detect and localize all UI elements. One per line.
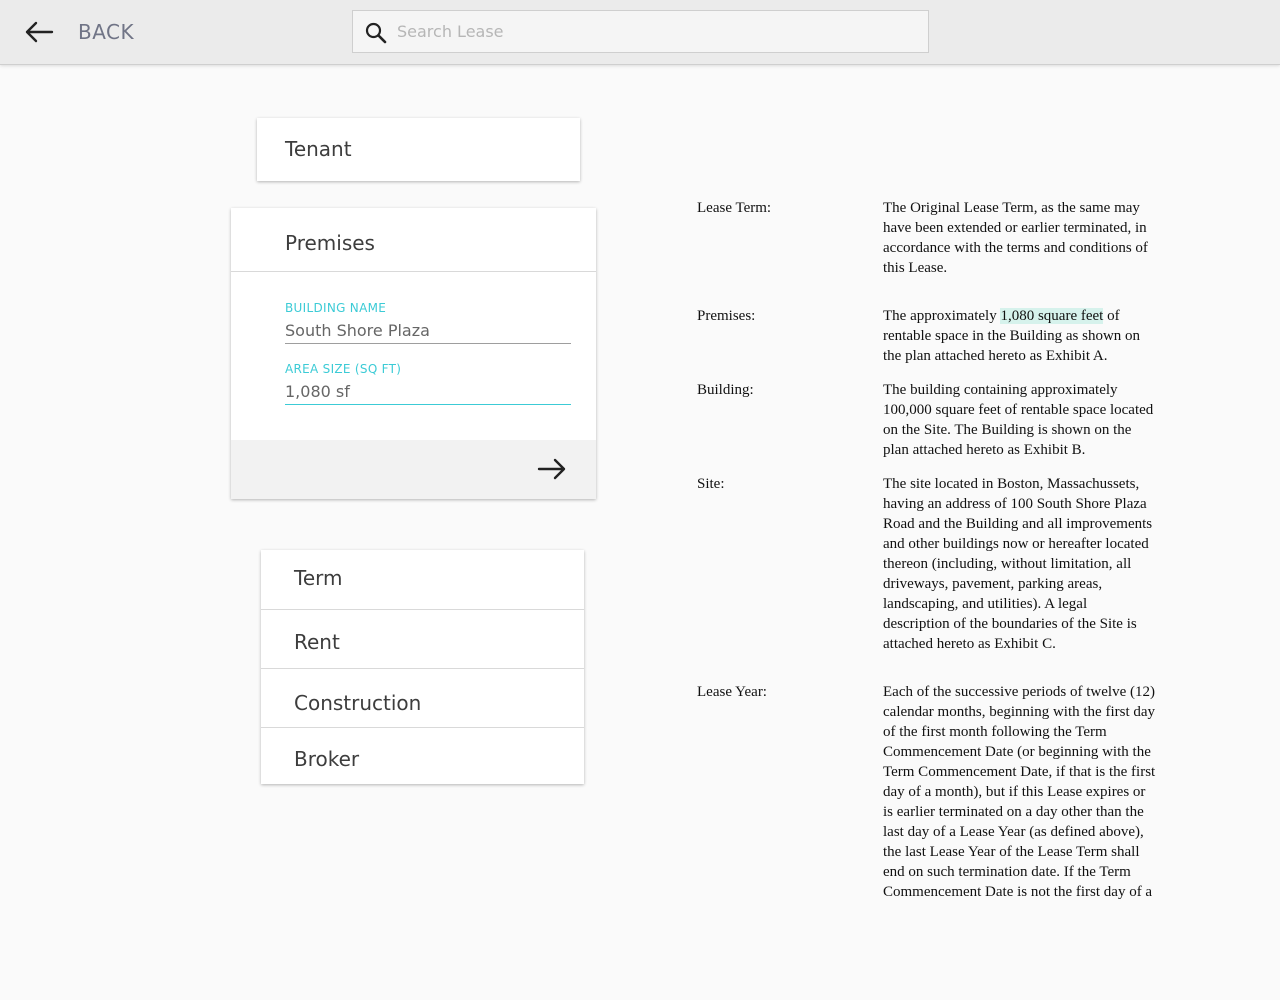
premises-text — [883, 306, 1183, 366]
text-line: the last Lease Year of the Lease Term shall — [883, 844, 1140, 860]
text-line: Term Commencement Date, if that is the first — [883, 764, 1156, 780]
area-size-input[interactable]: 1,080 sf — [285, 382, 571, 405]
text-line: The Original Lease Term, as the same may — [883, 200, 1140, 216]
back-button[interactable] — [24, 16, 134, 48]
text-line: Commencement Date (or beginning with the — [883, 744, 1151, 760]
text-fragment: The approximately — [883, 308, 1001, 324]
text-line: and other buildings now or hereafter located — [883, 536, 1149, 552]
text-line: thereon (including, without limitation, all — [883, 556, 1132, 572]
text-line: Road and the Building and all improvements — [883, 516, 1153, 532]
section-item-label: Term — [294, 566, 343, 590]
section-item-label: Construction — [294, 691, 422, 715]
text-line: accordance with the terms and conditions of — [883, 240, 1148, 256]
premises-section-title: Premises — [285, 231, 375, 255]
building-name-label: BUILDING NAME — [285, 301, 387, 315]
building-name-field[interactable] — [285, 301, 571, 344]
text-line: plan attached hereto as Exhibit B. — [883, 442, 1086, 458]
text-line: 100,000 square feet of rentable space located — [883, 402, 1154, 418]
text-line — [883, 306, 1183, 326]
text-line: calendar months, beginning with the first day — [883, 704, 1156, 720]
search-icon — [365, 22, 387, 44]
text-line: The building containing approximately — [883, 382, 1118, 398]
text-line: The site located in Boston, Massachussets, — [883, 476, 1140, 492]
text-line: having an address of 100 South Shore Plaza — [883, 496, 1147, 512]
back-label: BACK — [78, 20, 135, 44]
lease-term-label: Lease Term: — [697, 200, 772, 216]
area-size-field[interactable] — [285, 362, 571, 405]
text-line: driveways, pavement, parking areas, — [883, 576, 1103, 592]
area-size-label: AREA SIZE (SQ FT) — [285, 362, 402, 376]
text-line: of the first month following the Term — [883, 724, 1107, 740]
premises-card-footer — [231, 440, 596, 499]
section-item-construction[interactable] — [261, 669, 584, 728]
text-line: Commencement Date is not the first day of a — [883, 884, 1153, 900]
section-item-label: Rent — [294, 630, 340, 654]
arrow-right-icon[interactable] — [537, 457, 567, 481]
site-text — [883, 474, 1183, 654]
section-item-rent[interactable] — [261, 610, 584, 669]
lease-year-label: Lease Year: — [697, 684, 767, 700]
building-name-input[interactable]: South Shore Plaza — [285, 321, 571, 344]
text-line: Each of the successive periods of twelve (12) — [883, 684, 1155, 700]
section-item-label: Broker — [294, 747, 360, 771]
top-bar — [0, 0, 1280, 65]
section-list-card — [261, 550, 584, 784]
premises-section-card — [231, 208, 596, 499]
lease-term-text — [883, 198, 1183, 278]
premises-section-header[interactable] — [231, 208, 596, 272]
tenant-section-title: Tenant — [285, 137, 352, 161]
building-label: Building: — [697, 382, 754, 398]
section-item-broker[interactable] — [261, 728, 584, 784]
lease-year-text — [883, 682, 1183, 902]
text-line: landscaping, and utilities). A legal — [883, 596, 1088, 612]
search-input[interactable] — [397, 11, 917, 52]
search-box[interactable] — [352, 10, 929, 53]
text-line: end on such termination date. If the Term — [883, 864, 1131, 880]
text-line: is earlier terminated on a day other than the — [883, 804, 1144, 820]
text-line: the plan attached hereto as Exhibit A. — [883, 348, 1108, 364]
highlighted-text[interactable]: 1,080 square feet — [1000, 308, 1104, 324]
section-item-term[interactable] — [261, 550, 584, 610]
arrow-left-icon — [24, 21, 54, 43]
building-text — [883, 380, 1183, 460]
text-line: have been extended or earlier terminated, in — [883, 220, 1147, 236]
tenant-section-card[interactable] — [257, 118, 580, 181]
text-line: on the Site. The Building is shown on the — [883, 422, 1132, 438]
premises-label: Premises: — [697, 308, 756, 324]
text-line: this Lease. — [883, 260, 948, 276]
text-line: attached hereto as Exhibit C. — [883, 636, 1056, 652]
site-label: Site: — [697, 476, 725, 492]
text-line: last day of a Lease Year (as defined above), — [883, 824, 1144, 840]
text-line: rentable space in the Building as shown on — [883, 328, 1141, 344]
text-line: description of the boundaries of the Site is — [883, 616, 1137, 632]
text-fragment: of — [1103, 308, 1120, 324]
text-line: day of a month), but if this Lease expires or — [883, 784, 1146, 800]
